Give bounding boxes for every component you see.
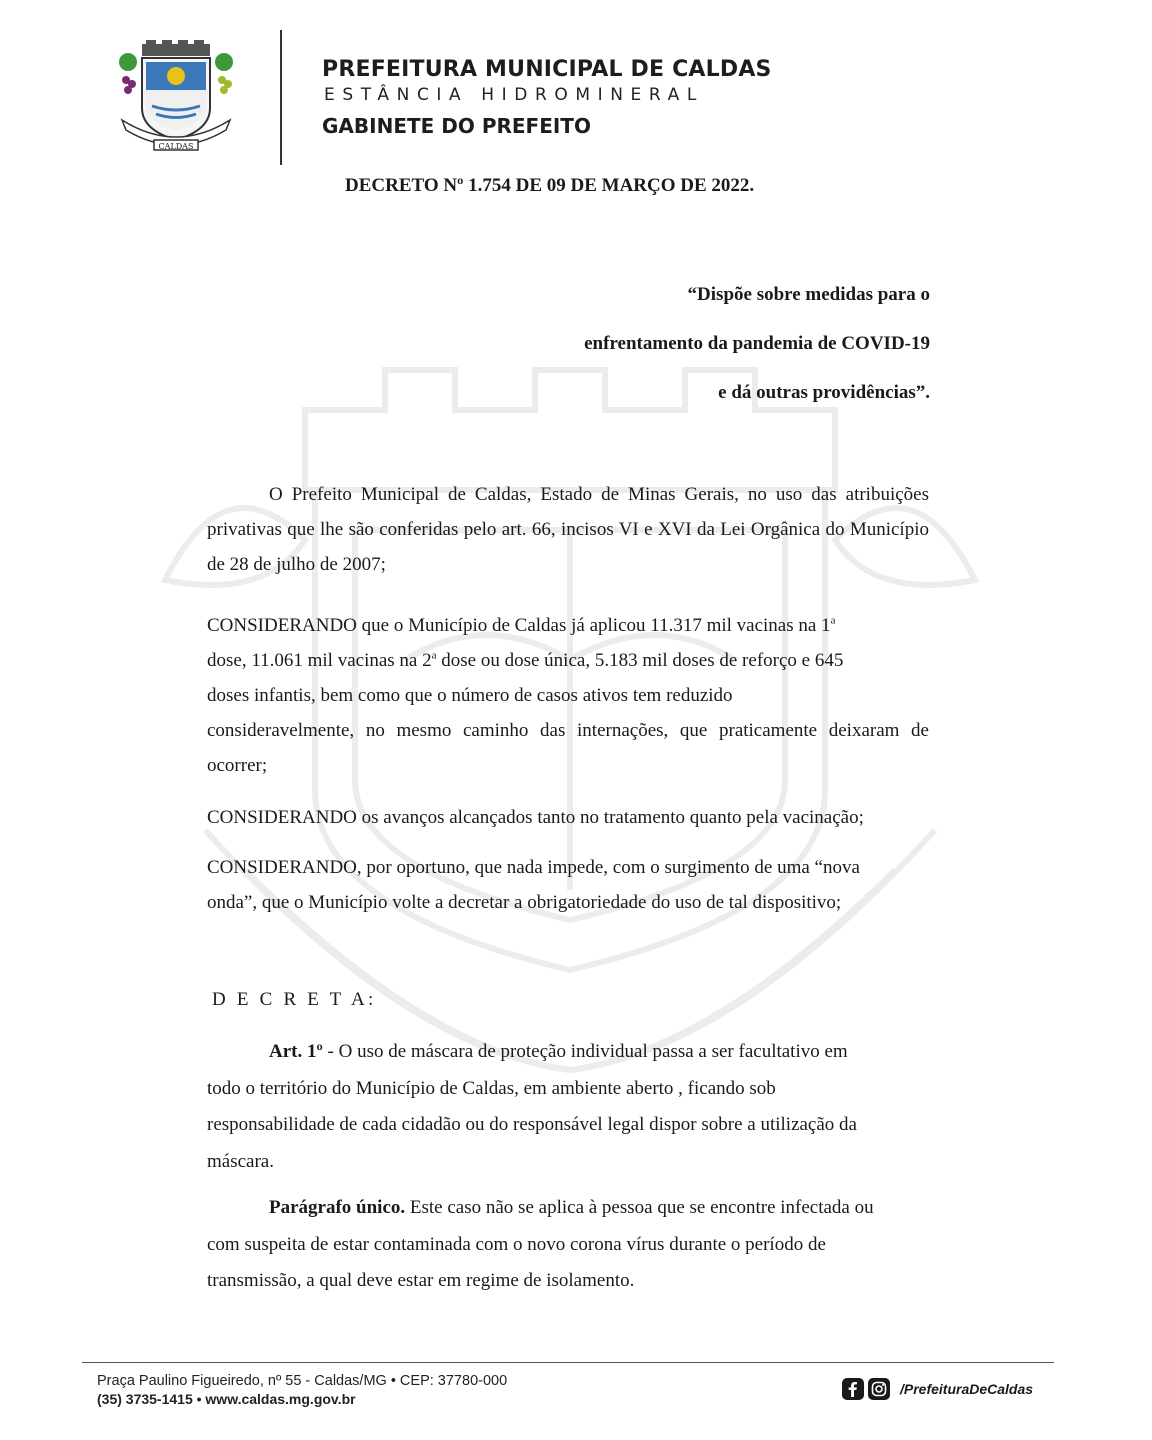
header-title: PREFEITURA MUNICIPAL DE CALDAS [322,57,772,82]
considerando-text: CONSIDERANDO que o Município de Caldas já aplicou 11.317 mil vacinas na 1 [207,615,831,636]
decree-title: DECRETO Nº 1.754 DE 09 DE MARÇO DE 2022. [345,175,755,196]
paragrafo-unico [207,1190,929,1300]
paragrafo-text: Este caso não se aplica à pessoa que se encontre infectada ou [405,1197,874,1218]
footer-divider [82,1362,1054,1363]
considerando-text: dose, 11.061 mil vacinas na 2 [207,650,432,671]
paragrafo-text: com suspeita de estar contaminada com o novo corona vírus durante o período de [207,1233,826,1255]
header-divider [280,30,282,165]
instagram-icon[interactable] [868,1378,890,1400]
paragrafo-label: Parágrafo único. [269,1197,406,1218]
article-text: - O uso de máscara de proteção individual passa a ser facultativo em [322,1041,848,1062]
facebook-icon[interactable] [842,1378,864,1400]
ementa-line: enfrentamento da pandemia de COVID-19 [584,333,930,354]
decreta-heading: D E C R E T A: [212,989,377,1010]
footer-address: Praça Paulino Figueiredo, nº 55 - Caldas/MG • CEP: 37780-000 [97,1373,508,1389]
city-crest-logo [112,40,240,158]
ementa-line: e dá outras providências”. [718,382,930,403]
ordinal-superscript: a [431,649,437,662]
considerando-text: dose ou dose única, 5.183 mil doses de reforço e 645 [436,650,844,671]
paragrafo-text: transmissão, a qual deve estar em regime de isolamento. [207,1270,635,1291]
considerando-text: CONSIDERANDO, por oportuno, que nada impede, com o surgimento de uma “nova [207,857,860,878]
article-text: máscara. [207,1150,274,1172]
footer-contact: (35) 3735-1415 • www.caldas.mg.gov.br [97,1391,356,1407]
considerando-text: consideravelmente, no mesmo caminho das internações, que praticamente deixaram de ocorrer; [207,720,929,776]
considerando-text: doses infantis, bem como que o número de casos ativos tem reduzido [207,685,733,706]
ementa-line: “Dispõe sobre medidas para o [687,284,930,305]
footer-social [842,1378,1033,1400]
header-subtitle: ESTÂNCIA HIDROMINERAL [324,85,704,105]
decree-ementa [584,283,930,430]
considerando-3 [207,850,929,920]
article-label: Art. 1º [269,1041,323,1062]
social-handle[interactable]: /PrefeituraDeCaldas [900,1381,1034,1397]
preamble-paragraph: O Prefeito Municipal de Caldas, Estado de Minas Gerais, no uso das atribuições privativas que lhe são conferidas pelo art. 66, incisos VI e XVI da Lei Orgânica do Município de 28 de julho de 2007; [207,484,929,575]
header-office: GABINETE DO PREFEITO [322,114,591,138]
article-text: responsabilidade de cada cidadão ou do responsável legal dispor sobre a utilização da [207,1114,857,1135]
crest-label: CALDAS [158,142,194,151]
considerando-2: CONSIDERANDO os avanços alcançados tanto no tratamento quanto pela vacinação; [207,807,864,828]
considerando-1 [207,608,929,783]
article-text: todo o território do Município de Caldas, em ambiente aberto , ficando sob [207,1077,776,1099]
considerando-text: onda”, que o Município volte a decretar a obrigatoriedade do uso de tal dispositivo; [207,892,842,913]
ordinal-superscript: a [830,614,836,627]
article-1 [207,1034,929,1180]
